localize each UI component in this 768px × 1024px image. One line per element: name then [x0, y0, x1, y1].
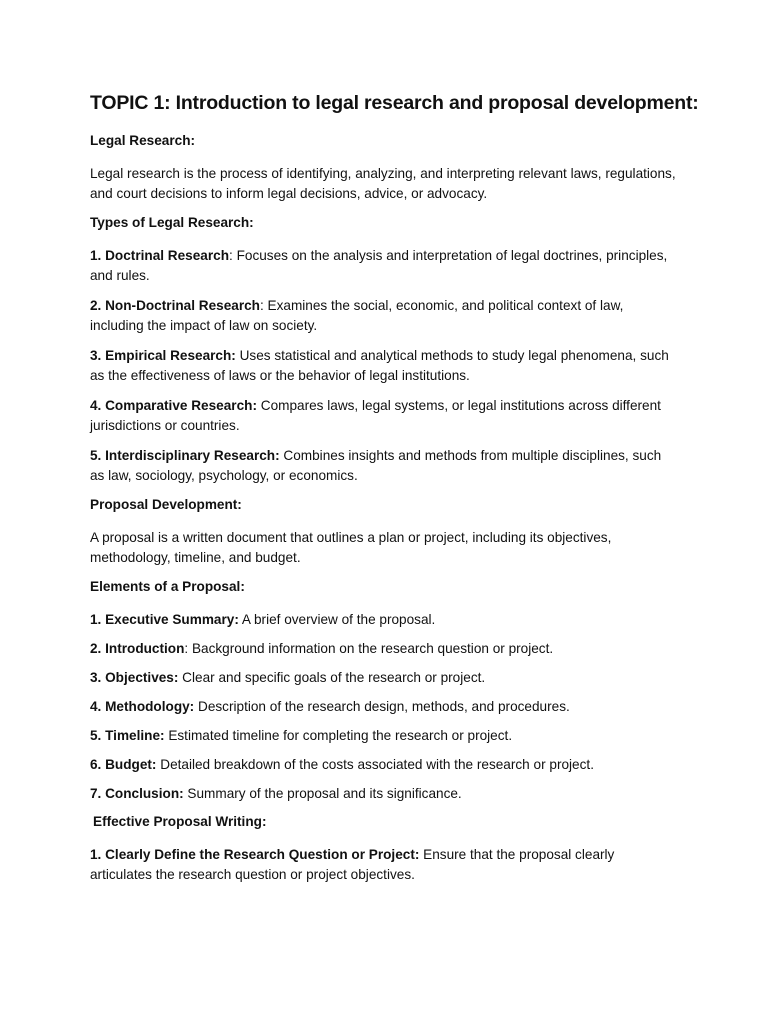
item-text: Description of the research design, methods, and procedures. — [194, 699, 570, 715]
item-text: Summary of the proposal and its significance. — [183, 786, 462, 802]
list-item — [90, 697, 678, 717]
list-item — [90, 784, 678, 804]
types-list — [90, 246, 678, 486]
list-item — [90, 346, 678, 386]
legal-research-paragraph: Legal research is the process of identifying, analyzing, and interpreting relevant laws, regulations, and court decisions to inform legal decisions, advice, or advocacy. — [90, 166, 676, 202]
item-text: : Examines the social, economic, and political context of law, including the impact of law on society. — [90, 298, 624, 334]
item-lead: 5. Timeline: — [90, 728, 165, 744]
item-text: Combines insights and methods from multiple disciplines, such as law, sociology, psychology, or economics. — [90, 448, 662, 484]
elements-heading: Elements of a Proposal: — [90, 579, 245, 595]
item-lead: 5. Interdisciplinary Research: — [90, 448, 280, 464]
item-text: Uses statistical and analytical methods to study legal phenomena, such as the effectiveness of laws or the behavior of legal institutions. — [90, 348, 669, 384]
item-lead: 3. Empirical Research: — [90, 348, 236, 364]
item-lead: 1. Doctrinal Research — [90, 248, 230, 264]
item-text: Clear and specific goals of the research or project. — [178, 670, 486, 686]
item-lead: 4. Comparative Research: — [90, 398, 257, 414]
item-text: Compares laws, legal systems, or legal institutions across different jurisdictions or countries. — [90, 398, 661, 434]
proposal-paragraph: A proposal is a written document that outlines a plan or project, including its objectives, methodology, timeline, and budget. — [90, 530, 612, 566]
item-text: : Background information on the research question or project. — [184, 641, 554, 657]
elements-list — [90, 610, 678, 804]
item-lead: 1. Clearly Define the Research Question or Project: — [90, 847, 420, 863]
proposal-heading: Proposal Development: — [90, 497, 242, 513]
list-item — [90, 639, 678, 659]
types-heading: Types of Legal Research: — [90, 215, 254, 231]
list-item — [90, 396, 678, 436]
item-lead: 1. Executive Summary: — [90, 612, 239, 628]
list-item — [90, 845, 678, 885]
list-item — [90, 446, 678, 486]
list-item — [90, 668, 678, 688]
item-lead: 3. Objectives: — [90, 670, 179, 686]
list-item — [90, 246, 678, 286]
item-text: Ensure that the proposal clearly articulates the research question or project objectives. — [90, 847, 615, 883]
item-text: A brief overview of the proposal. — [238, 612, 436, 628]
effective-heading: Effective Proposal Writing: — [93, 814, 267, 830]
item-lead: 4. Methodology: — [90, 699, 195, 715]
list-item — [90, 610, 678, 630]
item-lead: 2. Non-Doctrinal Research — [90, 298, 260, 314]
list-item — [90, 726, 678, 746]
effective-list — [90, 845, 678, 885]
item-text: : Focuses on the analysis and interpretation of legal doctrines, principles, and rules. — [90, 248, 668, 284]
legal-research-heading: Legal Research: — [90, 133, 196, 149]
item-lead: 7. Conclusion: — [90, 786, 184, 802]
page-title: TOPIC 1: Introduction to legal research and proposal development: — [90, 92, 699, 114]
item-lead: 6. Budget: — [90, 757, 157, 773]
item-text: Estimated timeline for completing the research or project. — [164, 728, 513, 744]
item-text: Detailed breakdown of the costs associated with the research or project. — [156, 757, 594, 773]
list-item — [90, 296, 678, 336]
list-item — [90, 755, 678, 775]
item-lead: 2. Introduction — [90, 641, 185, 657]
